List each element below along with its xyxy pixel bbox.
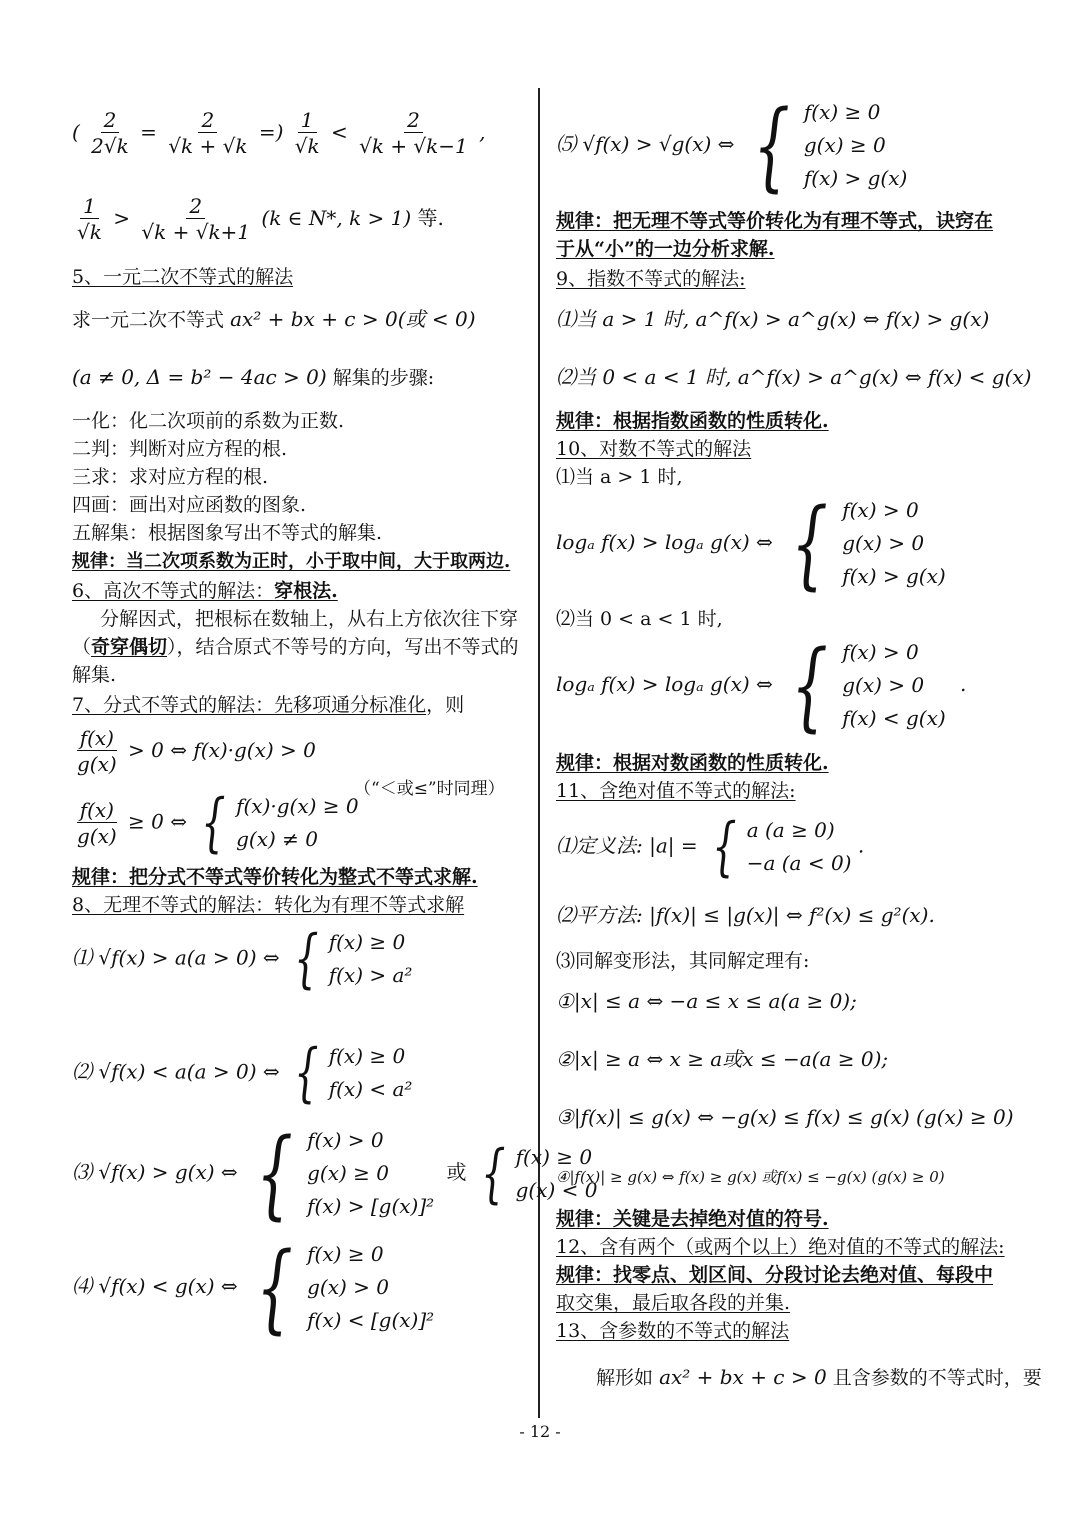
section-5-line-1: 求一元二次不等式 ax² + bx + c > 0(或 < 0) xyxy=(72,307,476,331)
step-1: 一化：化二次项前的系数为正数. xyxy=(72,410,345,432)
irrational-case-4: ⑷ √f(x) < g(x) ⇔ { f(x) ≥ 0 g(x) > 0 f(x) < [g(x)]² xyxy=(72,1231,435,1344)
equation-system: { f(x) > 0 g(x) > 0 f(x) > g(x) xyxy=(791,487,946,600)
section-13-title: 13、含参数的不等式的解法 xyxy=(556,1320,790,1342)
fraction: $\frac{1}{√k}$ xyxy=(77,194,102,244)
fraction: $\frac{2}{2√k}$ xyxy=(91,108,129,158)
equation-system: { f(x) ≥ 0 f(x) > a² xyxy=(294,922,413,996)
abs-equivalence-intro: ⑶同解变形法，其同解定理有: xyxy=(556,950,810,972)
fraction-inequality-gt: $\frac{f(x)}{g(x)}$ > 0 ⇔ f(x)·g(x) > 0 xyxy=(72,726,316,777)
log-case-2: logₐ f(x) > logₐ g(x) ⇔ { f(x) > 0 g(x) > 0 f(x) < g(x) . xyxy=(556,629,967,742)
section-8-title: 8、无理不等式的解法：转化为有理不等式求解 xyxy=(72,894,465,916)
section-11-title: 11、含绝对值不等式的解法: xyxy=(556,780,796,802)
log-case-1: logₐ f(x) > logₐ g(x) ⇔ { f(x) > 0 g(x) > 0 f(x) > g(x) xyxy=(556,487,946,600)
equation-system: { f(x) ≥ 0 f(x) < a² xyxy=(294,1036,413,1110)
section-7-note: （“＜或≤”时同理） xyxy=(354,779,505,799)
step-4: 四画：画出对应函数的图象. xyxy=(72,494,307,516)
rule-12-line-1: 规律：找零点、划区间、分段讨论去绝对值、每段中 xyxy=(556,1264,994,1286)
equation-system: { f(x) > 0 g(x) > 0 f(x) < g(x) xyxy=(791,629,946,742)
abs-theorem-4: ④|f(x)| ≥ g(x) ⇔ f(x) ≥ g(x) 或f(x) ≤ −g(x) (g(x) ≥ 0) xyxy=(556,1168,945,1186)
irrational-case-3: ⑶ √f(x) > g(x) ⇔ { f(x) > 0 g(x) ≥ 0 f(x) > [g(x)]² 或 { f(x) ≥ 0 g(x) < 0 xyxy=(72,1117,598,1230)
fraction: $\frac{1}{√k}$ xyxy=(294,108,320,158)
page-number: - 12 - xyxy=(519,1422,561,1441)
section-10-title: 10、对数不等式的解法 xyxy=(556,438,752,460)
fraction-inequality-1: ( $\frac{2}{2√k}$ = $\frac{2}{√k + √k}$ =) $\frac{1}{√k}$ < $\frac{2}{√k + √k-1}$ , xyxy=(72,108,486,158)
equation-system: { f(x) > 0 g(x) ≥ 0 f(x) > [g(x)]² xyxy=(256,1117,435,1230)
rule-5: 规律：当二次项系数为正时，小于取中间，大于取两边. xyxy=(72,551,511,572)
fraction-inequality-ge: $\frac{f(x)}{g(x)}$ ≥ 0 ⇔ { f(x)·g(x) ≥ 0 g(x) ≠ 0 xyxy=(72,790,359,856)
fraction-inequality-2: $\frac{1}{√k}$ > $\frac{2}{√k + √k+1}$ (k ∈ N*, k > 1) 等. xyxy=(72,194,444,245)
equation-system: { f(x) ≥ 0 g(x) < 0 xyxy=(481,1136,598,1211)
abs-theorem-3: ③|f(x)| ≤ g(x) ⇔ −g(x) ≤ f(x) ≤ g(x) (g(x) ≥ 0) xyxy=(556,1105,1014,1129)
step-2: 二判：判断对应方程的根. xyxy=(72,438,288,460)
abs-square-method: ⑵平方法: |f(x)| ≤ |g(x)| ⇔ f²(x) ≤ g²(x). xyxy=(556,903,935,927)
irrational-case-5: ⑸ √f(x) > √g(x) ⇔ { f(x) ≥ 0 g(x) ≥ 0 f(x) > g(x) xyxy=(556,89,908,202)
rule-10: 规律：根据对数函数的性质转化. xyxy=(556,752,829,774)
rule-9: 规律：根据指数函数的性质转化. xyxy=(556,410,829,432)
irrational-case-1: ⑴ √f(x) > a(a > 0) ⇔ { f(x) ≥ 0 f(x) > a² xyxy=(72,922,413,996)
exponent-case-1: ⑴当 a > 1 时, a^f(x) > a^g(x) ⇔ f(x) > g(x) xyxy=(556,307,990,331)
fraction: $\frac{f(x)}{g(x)}$ xyxy=(77,726,117,776)
rule-7: 规律：把分式不等式等价转化为整式不等式求解. xyxy=(72,866,478,888)
abs-theorem-2: ②|x| ≥ a ⇔ x ≥ a或x ≤ −a(a ≥ 0); xyxy=(556,1047,889,1071)
section-9-title: 9、指数不等式的解法: xyxy=(556,268,746,290)
equation-system: { f(x) ≥ 0 g(x) ≥ 0 f(x) > g(x) xyxy=(752,89,908,202)
section-5-title: 5、一元二次不等式的解法 xyxy=(72,266,294,288)
log-case-2-condition: ⑵当 0 < a < 1 时, xyxy=(556,608,723,630)
rule-12-line-2: 取交集，最后取各段的并集. xyxy=(556,1292,791,1314)
equation-system: { a (a ≥ 0) −a (a < 0) xyxy=(712,810,852,884)
irrational-case-2: ⑵ √f(x) < a(a > 0) ⇔ { f(x) ≥ 0 f(x) < a² xyxy=(72,1036,413,1110)
fraction: $\frac{2}{√k + √k+1}$ xyxy=(141,194,251,244)
fraction: $\frac{2}{√k + √k}$ xyxy=(168,108,248,158)
log-case-1-condition: ⑴当 a > 1 时, xyxy=(556,466,683,488)
fraction: $\frac{2}{√k + √k-1}$ xyxy=(359,108,468,158)
section-12-title: 12、含有两个（或两个以上）绝对值的不等式的解法: xyxy=(556,1236,1005,1258)
section-7-title: 7、分式不等式的解法：先移项通分标准化，则 xyxy=(72,694,465,716)
equation-system: { f(x) ≥ 0 g(x) > 0 f(x) < [g(x)]² xyxy=(256,1231,435,1344)
equation-system: { f(x)·g(x) ≥ 0 g(x) ≠ 0 xyxy=(201,786,359,860)
section-6-title: 6、高次不等式的解法：穿根法. xyxy=(72,580,338,602)
rule-8-line-2: 于从“小”的一边分析求解. xyxy=(556,238,775,260)
section-13-text: 解形如 ax² + bx + c > 0 且含参数的不等式时，要 xyxy=(596,1365,1042,1389)
step-5: 五解集：根据图象写出不等式的解集. xyxy=(72,522,383,544)
abs-definition: ⑴定义法: |a| = { a (a ≥ 0) −a (a < 0) . xyxy=(556,810,865,884)
fraction: $\frac{f(x)}{g(x)}$ xyxy=(77,797,117,848)
rule-11: 规律：关键是去掉绝对值的符号. xyxy=(556,1208,829,1230)
rule-8-line-1: 规律：把无理不等式等价转化为有理不等式，诀窍在 xyxy=(556,210,994,232)
exponent-case-2: ⑵当 0 < a < 1 时, a^f(x) > a^g(x) ⇔ f(x) < g(x) xyxy=(556,365,1032,389)
abs-theorem-1: ①|x| ≤ a ⇔ −a ≤ x ≤ a(a ≥ 0); xyxy=(556,989,857,1013)
section-6-text-1: 分解因式，把根标在数轴上，从右上方依次往下穿 xyxy=(100,608,519,630)
section-6-text-3: 解集. xyxy=(72,664,117,686)
section-5-line-2: (a ≠ 0, Δ = b² − 4ac > 0) 解集的步骤: xyxy=(72,365,435,389)
section-6-text-2: （奇穿偶切），结合原式不等号的方向，写出不等式的 xyxy=(72,636,519,658)
step-3: 三求：求对应方程的根. xyxy=(72,466,269,488)
